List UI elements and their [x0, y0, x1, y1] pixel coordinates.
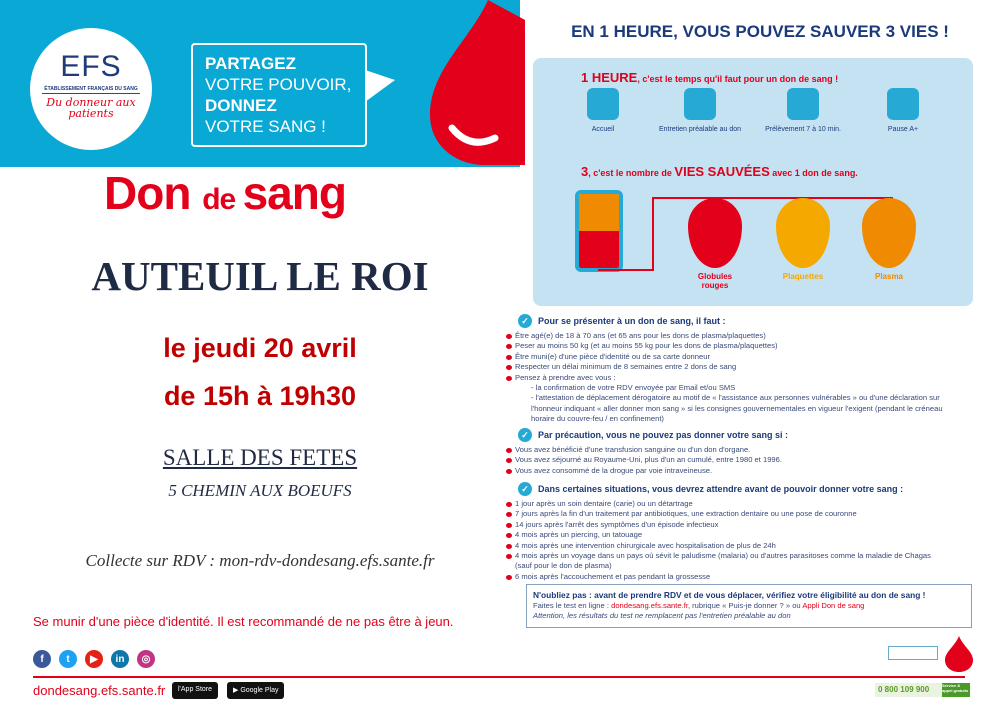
check-icon: ✓	[518, 482, 532, 496]
section-requirements: ✓ Pour se présenter à un don de sang, il faut : Être agé(e) de 18 à 70 ans (et 65 ans pour les dons de plasma/plaquettes) Peser au moins 50 kg (et au moins 55 kg pour les dons de plasma/plaquettes) Être muni(e) d'une pièce d'identité ou de sa carte donneur Respecter un délai minimum de 8 semaines entre 2 dons de sang Pensez à prendre avec vous : - la confirmation de votre RDV envoyée par Email et/ou SMS - l'attestation de déplacement dérogatoire au motif de « l'assistance aux personnes vulnérables » ou d'une déclaration sur l'honneur indiquant « aller donner mon sang » si les consignes gouvernementales en vigueur l'exigent (pendant le créneau horaire du couvre-feu / en confinement)	[505, 314, 975, 425]
app-store-badge[interactable]: l'App Store	[172, 682, 218, 699]
booking-info: Collecte sur RDV : mon-rdv-dondesang.efs.sante.fr	[85, 551, 435, 570]
bubble-tail	[365, 70, 395, 102]
check-icon: ✓	[518, 428, 532, 442]
lives-caption: 3, c'est le nombre de VIES SAUVÉES avec 1 don de sang.	[581, 164, 858, 179]
linkedin-icon[interactable]: in	[111, 650, 129, 668]
play-icon: ▶	[233, 687, 241, 694]
google-play-badge[interactable]: ▶ Google Play	[227, 682, 284, 699]
event-time: de 15h à 19h30	[163, 381, 357, 411]
id-notice: Se munir d'une pièce d'identité. Il est recommandé de ne pas être à jeun.	[33, 614, 454, 629]
venue: SALLE DES FETES	[162, 445, 358, 470]
eligibility-reminder: N'oubliez pas : avant de prendre RDV et de vous déplacer, vérifiez votre éligibilité au don de sang ! Faites le test en ligne : dondesang.efs.sante.fr, rubrique « Puis-je donner ? » ou Appli Don de sang Attention, les résultats du test ne remplacent pas l'entretien préalable au don	[526, 584, 972, 628]
address: 5 CHEMIN AUX BOEUFS	[168, 481, 352, 500]
town-name: AUTEUIL LE ROI	[91, 253, 429, 299]
instagram-icon[interactable]: ◎	[137, 650, 155, 668]
event-title: Don de sang	[104, 167, 346, 219]
eligibility-link[interactable]: dondesang.efs.sante.fr	[611, 601, 688, 610]
website-link[interactable]: dondesang.efs.sante.fr	[33, 683, 166, 698]
step-pause: Pause A+	[853, 88, 953, 133]
reception-icon	[587, 88, 619, 120]
twitter-icon[interactable]: t	[59, 650, 77, 668]
step-prelevement: Prélèvement 7 à 10 min.	[753, 88, 853, 133]
facebook-icon[interactable]: f	[33, 650, 51, 668]
footer-divider	[33, 676, 965, 678]
section-waiting-periods: ✓ Dans certaines situations, vous devrez attendre avant de pouvoir donner votre sang : 1 jour après un soin dentaire (carie) ou un détartrage 7 jours après la fin d'un traitement par antibiotiques, une extraction dentaire ou une pose de couronne 14 jours après l'arrêt des symptômes d'un épisode infectieux 4 mois après un piercing, un tatouage 4 mois après une intervention chirurgicale avec hospitalisation de plus de 24h 4 mois après un voyage dans un pays où sévit le paludisme (malaria) ou d'autres parasitoses comme la maladie de Chagas (sauf pour le don de plasma) 6 mois après l'accouchement et pas pendant la grossesse	[505, 482, 975, 582]
social-links	[33, 650, 155, 668]
step-accueil: Accueil	[553, 88, 653, 133]
component-globules: Globules rouges	[685, 198, 745, 290]
hour-caption: 1 HEURE, c'est le temps qu'il faut pour un don de sang !	[581, 70, 839, 85]
section-precautions: ✓ Par précaution, vous ne pouvez pas donner votre sang si : Vous avez bénéficié d'une transfusion sanguine ou d'un don d'organe. Vous avez séjourné au Royaume-Uni, plus d'un an cumulé, entre 1980 et 1996. Vous avez consommé de la drogue par voie intraveineuse.	[505, 428, 975, 476]
mini-slogan-bubble	[888, 646, 938, 660]
headline: EN 1 HEURE, VOUS POUVEZ SAUVER 3 VIES !	[571, 22, 949, 41]
event-date: le jeudi 20 avril	[163, 333, 357, 363]
step-entretien: Entretien préalable au don	[650, 88, 750, 133]
infographic	[533, 58, 973, 306]
snack-icon	[887, 88, 919, 120]
mini-blood-drop-icon	[945, 636, 973, 672]
interview-icon	[684, 88, 716, 120]
component-plasma: Plasma	[859, 198, 919, 281]
blood-drop-icon	[430, 0, 525, 165]
efs-logo: EFS ÉTABLISSEMENT FRANÇAIS DU SANG Du donneur aux patients	[30, 28, 152, 150]
phone-number[interactable]: 0 800 109 900 Service & appel gratuits	[875, 683, 970, 697]
youtube-icon[interactable]: ▶	[85, 650, 103, 668]
slogan-bubble: PARTAGEZ VOTRE POUVOIR, DONNEZ VOTRE SANG !	[191, 43, 367, 147]
donation-chair-icon	[787, 88, 819, 120]
component-plaquettes: Plaquettes	[773, 198, 833, 281]
check-icon: ✓	[518, 314, 532, 328]
